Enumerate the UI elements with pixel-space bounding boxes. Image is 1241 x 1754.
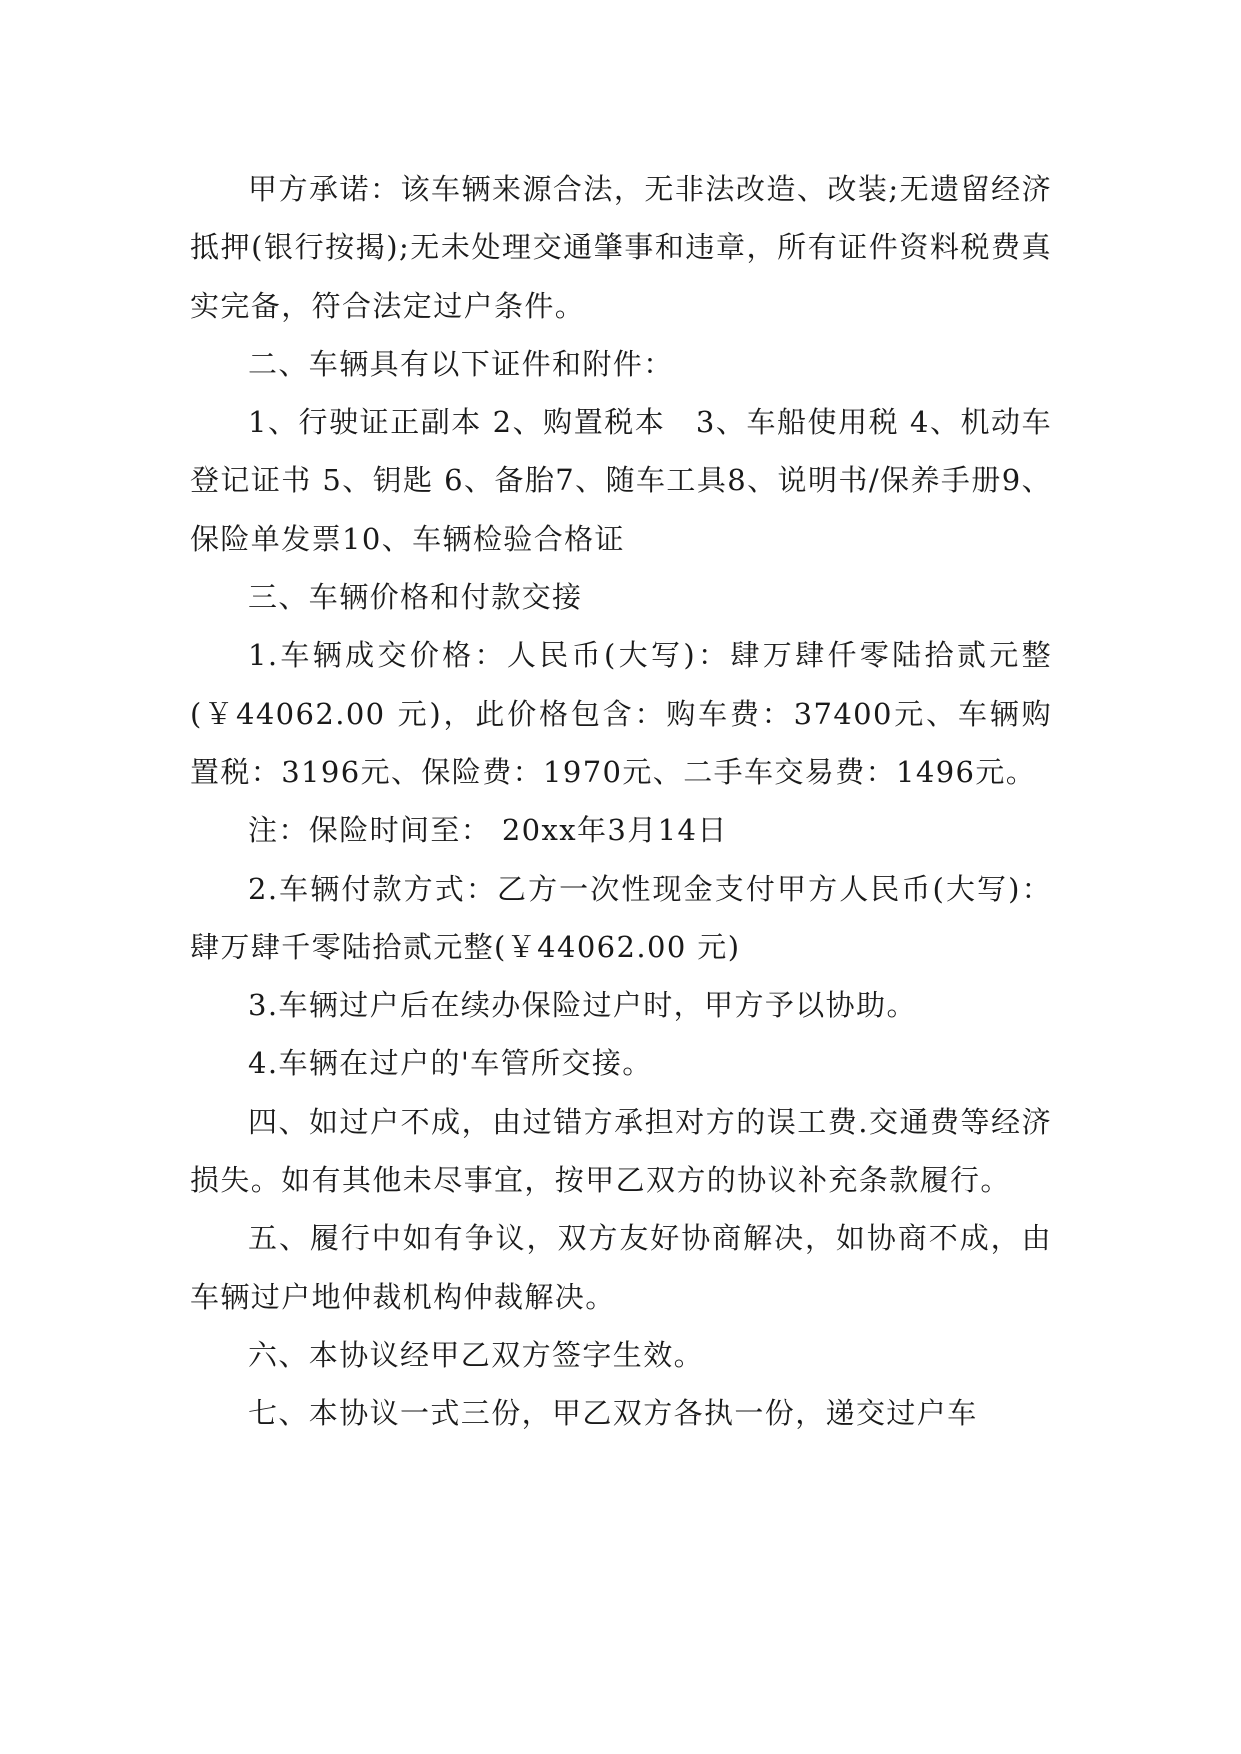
paragraph-seller-promise: 甲方承诺：该车辆来源合法，无非法改造、改装;无遗留经济抵押(银行按揭);无未处理交通肇事和违章，所有证件资料税费真实完备，符合法定过户条件。 (190, 172, 1052, 323)
paragraph-insurance-note: 注：保险时间至： 20xx年3月14日 (248, 813, 728, 848)
paragraph-section-7: 七、本协议一式三份，甲乙双方各执一份，递交过户车 (248, 1396, 978, 1431)
paragraph-section-5: 五、履行中如有争议，双方友好协商解决，如协商不成，由车辆过户地仲裁机构仲裁解决。 (190, 1221, 1052, 1314)
paragraph-section-2-heading: 二、车辆具有以下证件和附件： (248, 346, 674, 381)
document-body (190, 160, 1052, 1443)
paragraph-section-6: 六、本协议经甲乙双方签字生效。 (248, 1337, 705, 1372)
paragraph-attachments-list: 1、行驶证正副本 2、购置税本 3、车船使用税 4、机动车登记证书 5、钥匙 6、备胎7、随车工具8、说明书/保养手册9、保险单发票10、车辆检验合格证 (190, 405, 1052, 556)
paragraph-handover-location: 4.车辆在过户的'车管所交接。 (248, 1046, 653, 1081)
paragraph-section-3-heading: 三、车辆价格和付款交接 (248, 580, 583, 615)
paragraph-payment-method: 2.车辆付款方式：乙方一次性现金支付甲方人民币(大写)：肆万肆千零陆拾贰元整(￥44062.00 元) (190, 871, 1052, 964)
paragraph-insurance-transfer: 3.车辆过户后在续办保险过户时，甲方予以协助。 (248, 988, 917, 1023)
paragraph-section-4: 四、如过户不成，由过错方承担对方的误工费.交通费等经济损失。如有其他未尽事宜，按甲乙双方的协议补充条款履行。 (190, 1104, 1052, 1198)
paragraph-price: 1.车辆成交价格：人民币(大写)：肆万肆仟零陆拾贰元整(￥44062.00 元)，此价格包含：购车费：37400元、车辆购置税：3196元、保险费：1970元、二手车交易费：1496元。 (190, 638, 1052, 789)
